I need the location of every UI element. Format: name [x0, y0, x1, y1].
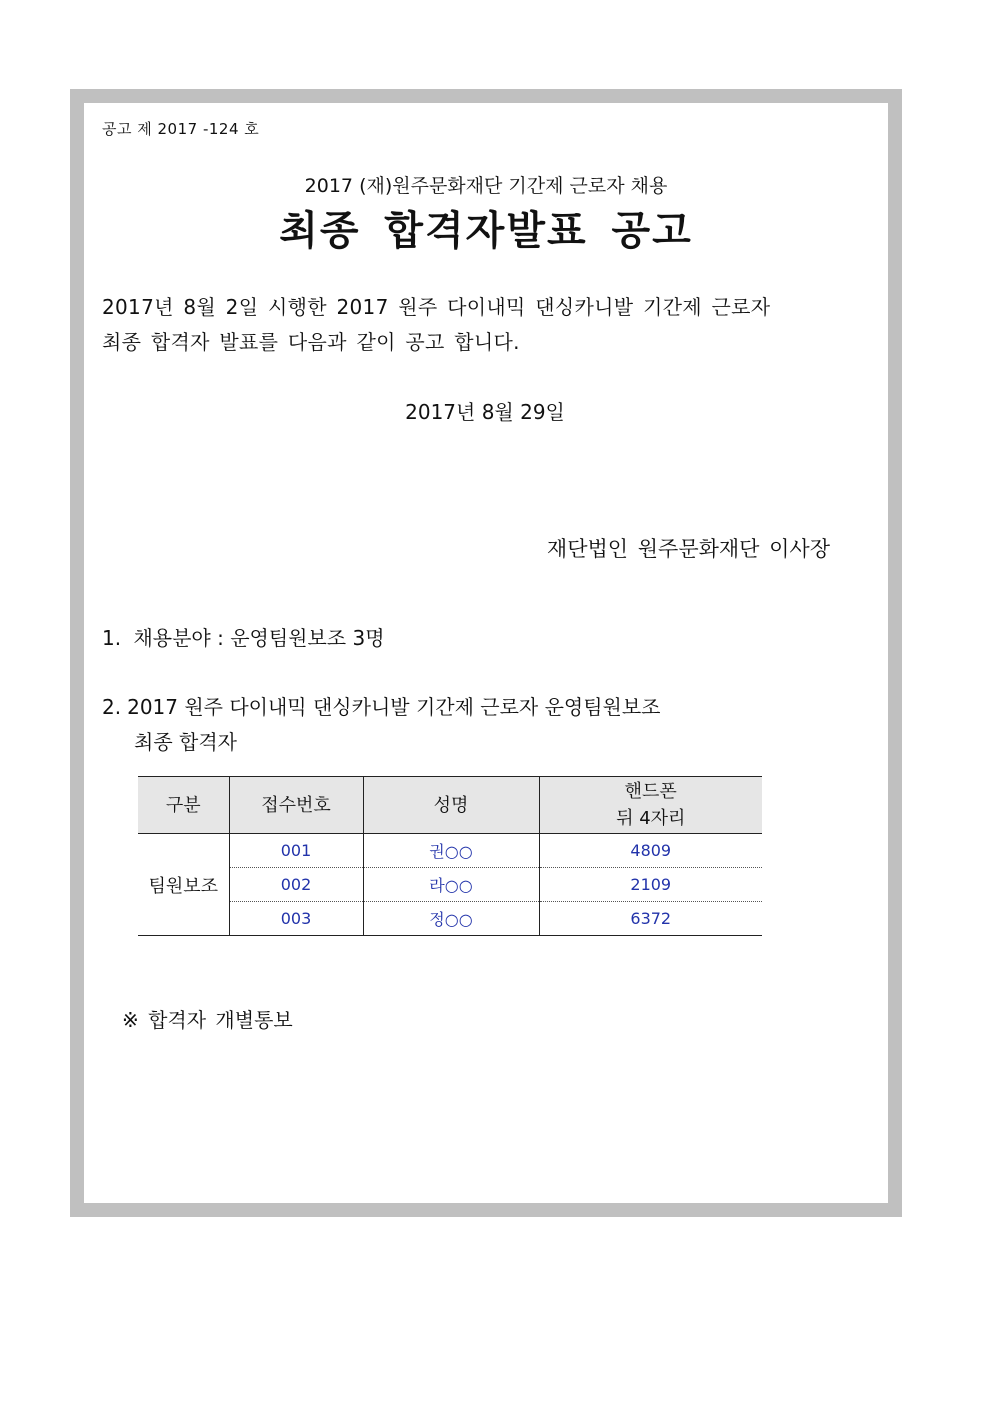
- document-title: 최종 합격자발표 공고: [279, 208, 693, 254]
- header-phone: [539, 777, 762, 834]
- table-row: [138, 902, 762, 936]
- header-phone-line-2: 뒤 4자리: [616, 808, 686, 829]
- document-frame: [70, 89, 902, 1217]
- intro-line-1: 2017년 8월 2일 시행한 2017 원주 다이내믹 댄싱카니발 기간제 근로자: [102, 295, 771, 319]
- section-number: 1.: [102, 626, 122, 650]
- receipt-number-cell: 001: [229, 834, 363, 868]
- individual-notice-note: ※ 합격자 개별통보: [122, 1008, 293, 1032]
- signer: 재단법인 원주문화재단 이사장: [546, 537, 830, 561]
- table-header-row: [138, 777, 762, 834]
- intro-line-2: 최종 합격자 발표를 다음과 같이 공고 합니다.: [102, 330, 520, 354]
- document-subtitle: 2017 (재)원주문화재단 기간제 근로자 채용: [304, 175, 668, 197]
- receipt-number-cell: 003: [229, 902, 363, 936]
- phone-cell: 6372: [539, 902, 762, 936]
- section-number: 2.: [102, 695, 122, 719]
- table-row: [138, 868, 762, 902]
- notice-number: 공고 제 2017 -124 호: [102, 120, 260, 138]
- header-name: 성명: [363, 777, 539, 834]
- name-cell: 정○○: [363, 902, 539, 936]
- name-cell: 라○○: [363, 868, 539, 902]
- receipt-number-cell: 002: [229, 868, 363, 902]
- name-cell: 권○○: [363, 834, 539, 868]
- passers-table: [138, 776, 762, 936]
- section-heading-line-2: 최종 합격자: [134, 730, 237, 754]
- section-heading-line-1: 2017 원주 다이내믹 댄싱카니발 기간제 근로자 운영팀원보조: [127, 695, 661, 719]
- group-cell: 팀원보조: [138, 834, 229, 936]
- section-final-passers: [102, 690, 661, 760]
- header-receipt-number: 접수번호: [229, 777, 363, 834]
- section-recruitment-field: [102, 622, 385, 651]
- phone-cell: 2109: [539, 868, 762, 902]
- table-row: [138, 834, 762, 868]
- section-value: 운영팀원보조 3명: [230, 626, 385, 650]
- header-phone-line-1: 핸드폰: [624, 781, 677, 802]
- intro-paragraph: [102, 290, 842, 360]
- announcement-date: 2017년 8월 29일: [405, 400, 565, 424]
- header-category: 구분: [138, 777, 229, 834]
- phone-cell: 4809: [539, 834, 762, 868]
- section-label: 채용분야 :: [133, 626, 224, 650]
